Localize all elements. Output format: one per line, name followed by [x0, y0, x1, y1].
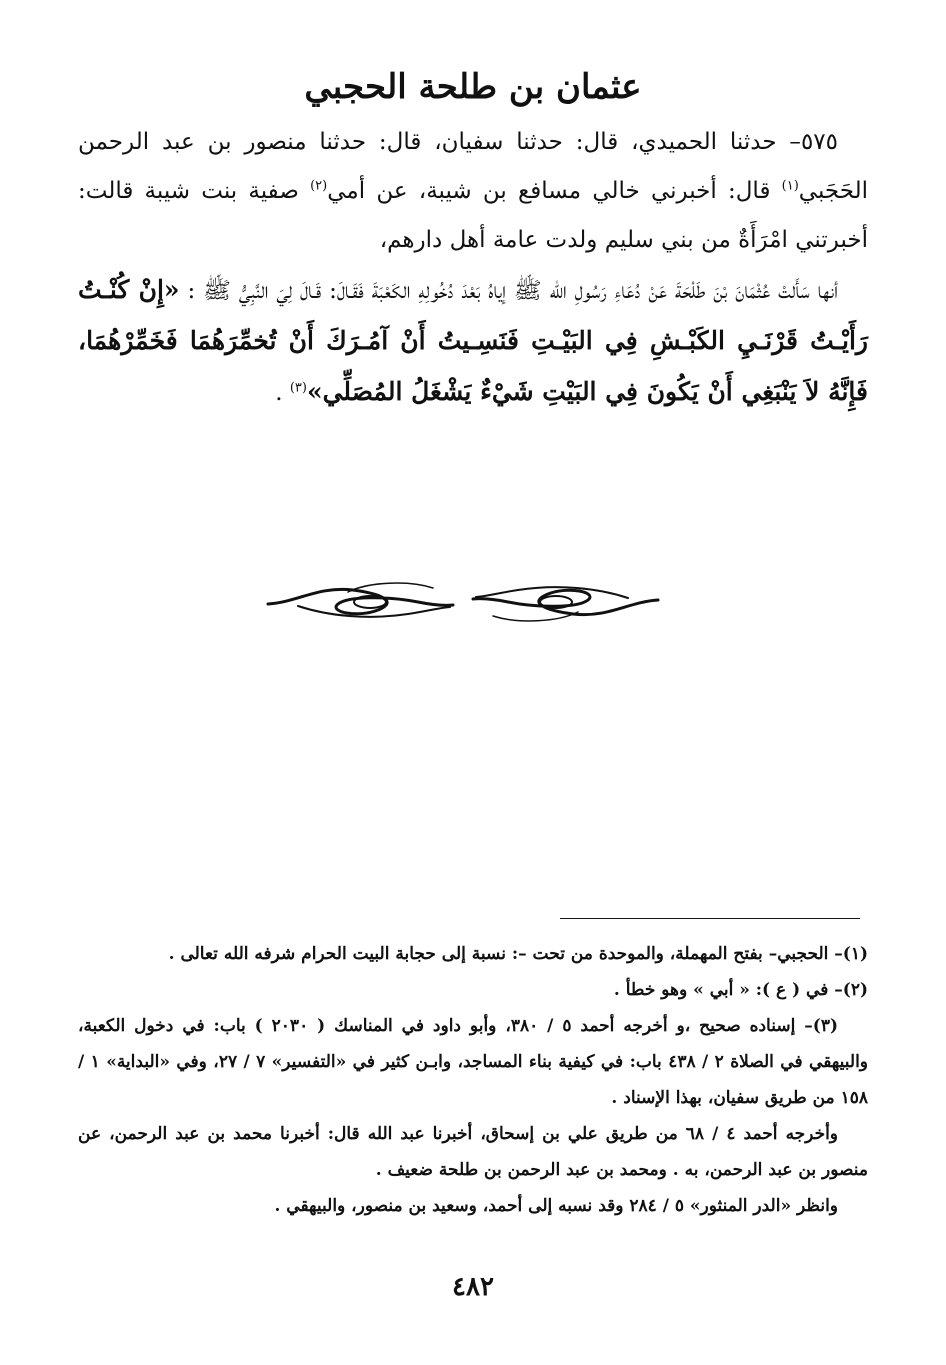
footnote-ref-1[interactable]: (١): [781, 178, 799, 194]
matn-intro: أنها سَأَلتْ عُثْمَانَ بْنَ طَلْحَةَ عَنْ دُعَاءِ رَسُولِ الله ﷺ إياهُ بَعْدَ دُخُولِهِ الكَعْبَةَ فَقَـالَ: قَـالَ لِيَ النَّبِيُّ ﷺ :: [179, 278, 839, 304]
paragraph-isnad: [78, 118, 868, 265]
paragraph-matn: [78, 265, 868, 418]
footnote-divider: [560, 918, 860, 919]
footnote-3-end: وانظر «الدر المنثور» ٥ / ٢٨٤ وقد نسبه إلى أحمد، وسعيد بن منصور، والبيهقي .: [274, 1196, 838, 1216]
footnote-3-continued: وأخرجه أحمد ٤ / ٦٨ من طريق علي بن إسحاق، أخبرنا عبد الله قال: أخبرنا محمد بن عبد الرحمن، عن منصور بن عبد الرحمن، به . ومحمد بن عبد الرحمن بن طلحة ضعيف .: [78, 1124, 868, 1180]
footnote-2: (٢)– في ( ع ): « أبي » وهو خطأ .: [613, 980, 868, 1000]
isnad-text: ٥٧٥– حدثنا الحميدي، قال: حدثنا سفيان، قال: حدثنا منصور بن عبد الرحمن الحَجَبي: [78, 129, 868, 204]
hadith-quote: «إِنْ كُنْـتُ رَأَيْـتُ قَرْنَـيِ الكَبْـشِ فِي البَيْـتِ فَنَسِـيتُ أَنْ آمُـرَكَ أَنْ تُخمِّرَهُمَا فَخَمِّرْهُمَا، فَإِنَّهُ لاَ يَنْبَغِي أَنْ يَكُونَ فِي البَيْتِ شَيْءٌ يَشْغَلُ المُصَلِّي»: [78, 275, 868, 406]
page-title: عثمان بن طلحة الحجبي: [304, 67, 642, 107]
footnote-1: (١)– الحجبي– بفتح المهملة، والموحدة من تحت –: نسبة إلى حجابة البيت الحرام شرفه الله تعالى .: [168, 944, 868, 964]
decorative-flourish-icon: [258, 572, 668, 632]
isnad-text-end: صفية بنت شيبة قالت: أخبرتني امْرَأَةٌ من بني سليم ولدت عامة أهل دارهم،: [78, 178, 868, 253]
footnote-3: (٣)– إسناده صحيح ،و أخرجه أحمد ٥ / ٣٨٠، وأبو داود في المناسك ( ٢٠٣٠ ) باب: في دخول الكعبة، والبيهقي في الصلاة ٢ / ٤٣٨ باب: في كيفية بناء المساجد، وابـن كثير في «التفسير» ٧ / ٢٧، وفي «البداية» ١ / ١٥٨ من طريق سفيان، بهذا الإسناد .: [78, 1016, 868, 1108]
footnote-ref-2[interactable]: (٢): [310, 178, 328, 194]
matn-end: .: [275, 380, 290, 406]
footnote-ref-3[interactable]: (٣): [289, 380, 307, 396]
main-text: [78, 118, 868, 418]
footnotes: [78, 936, 868, 1224]
page-number: ٤٨٢: [452, 1272, 494, 1302]
isnad-text-continued: قال: أخبرني خالي مسافع بن شيبة، عن أمي: [327, 178, 782, 204]
